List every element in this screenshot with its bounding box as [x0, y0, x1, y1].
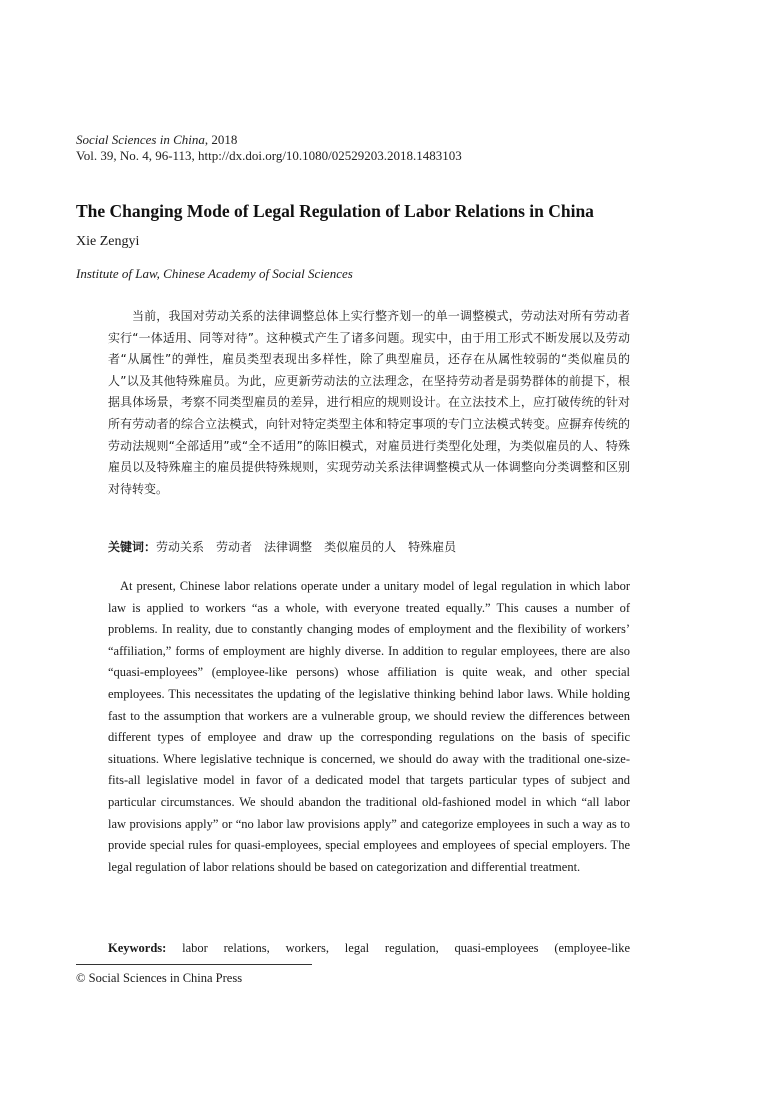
journal-volume-doi: Vol. 39, No. 4, 96-113, http://dx.doi.org/10.1080/02529203.2018.1483103 [76, 148, 462, 163]
english-abstract: At present, Chinese labor relations operate under a unitary model of legal regulation in which labor law is applied to workers “as a whole, with everyone treated equally.” This causes a number of problems. In reality, due to constantly changing modes of employment and the flexibility of workers’ “affiliation,” forms of employment are highly diverse. In addition to regular employees, there are also “quasi-employees” (employee-like persons) whose affiliation is quite weak, and other special employees. This necessitates the updating of the legislative thinking behind labor laws. While holding fast to the assumption that workers are a vulnerable group, we should review the differences between different types of employee and draw up the corresponding regulations on the basis of specific situations. Where legislative technique is concerned, we should do away with the traditional one-size-fits-all legislative model in favor of a dedicated model that targets particular types of subject and particular circumstances. We should abandon the traditional old-fashioned model in which “all labor law provisions apply” or “no labor law provisions apply” and categorize employees in such a way as to provide special rules for quasi-employees, special employees and employees of special employers. The legal regulation of labor relations should be based on categorization and differential treatment. [108, 579, 630, 874]
journal-year: , 2018 [204, 132, 238, 147]
english-keywords-text: labor relations, workers, legal regulation, quasi-employees (employee-like [182, 941, 630, 955]
article-author: Xie Zengyi [76, 234, 140, 249]
chinese-keyword: 类似雇员的人 [324, 540, 397, 554]
chinese-keywords [108, 538, 630, 556]
footnote-divider [76, 964, 312, 965]
chinese-keyword: 劳动关系 [156, 540, 205, 554]
english-keywords-label: Keywords: [108, 941, 167, 955]
english-keywords [108, 939, 630, 957]
journal-citation [76, 132, 462, 164]
journal-name: Social Sciences in China [76, 132, 205, 147]
author-affiliation: Institute of Law, Chinese Academy of Social Sciences [76, 266, 353, 281]
article-title: The Changing Mode of Legal Regulation of Labor Relations in China [76, 201, 594, 221]
copyright-notice: © Social Sciences in China Press [76, 971, 243, 985]
chinese-keywords-label: 关键词： [108, 540, 157, 554]
chinese-abstract: 当前，我国对劳动关系的法律调整总体上实行整齐划一的单一调整模式，劳动法对所有劳动者实行“一体适用、同等对待”。这种模式产生了诸多问题。现实中，由于用工形式不断发展以及劳动者“从属性”的弹性，雇员类型表现出多样性，除了典型雇员，还存在从属性较弱的“类似雇员的人”以及其他特殊雇员。为此，应更新劳动法的立法理念，在坚持劳动者是弱势群体的前提下，根据具体场景，考察不同类型雇员的差异，进行相应的规则设计。在立法技术上，应打破传统的针对所有劳动者的综合立法模式，向针对特定类型主体和特定事项的专门立法模式转变。应摒弃传统的劳动法规则“全部适用”或“全不适用”的陈旧模式，对雇员进行类型化处理，为类似雇员的人、特殊雇员以及特殊雇主的雇员提供特殊规则，实现劳动关系法律调整模式从一体调整向分类调整和区别对待转变。 [108, 309, 630, 496]
chinese-keyword: 法律调整 [264, 540, 313, 554]
chinese-keyword: 劳动者 [216, 540, 253, 554]
chinese-keyword: 特殊雇员 [408, 540, 457, 554]
